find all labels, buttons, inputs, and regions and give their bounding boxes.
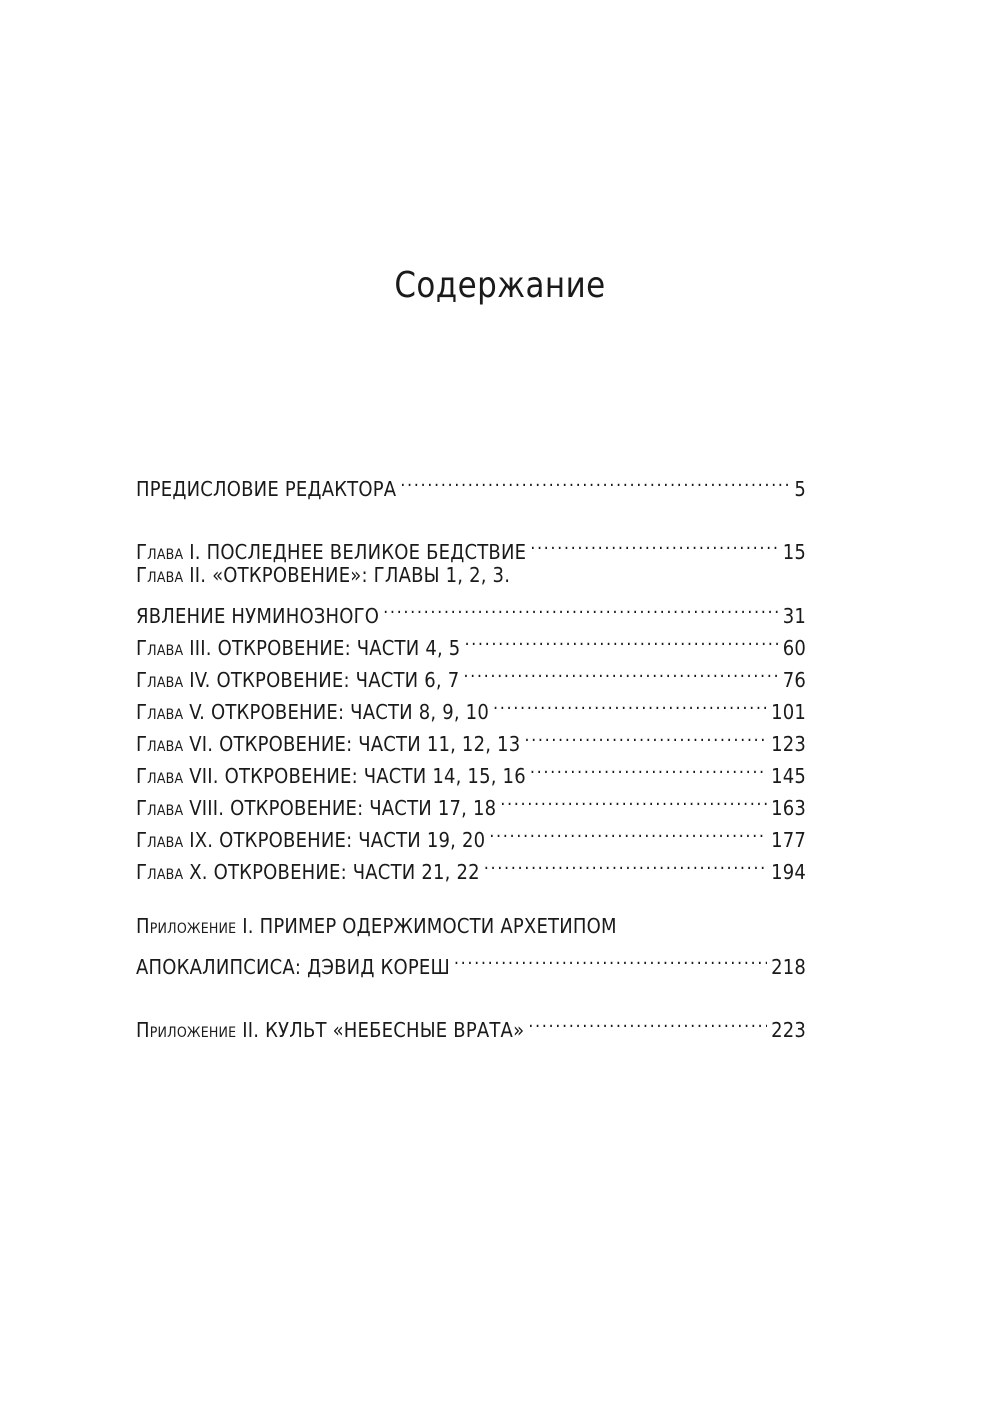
- toc-page-number: 194: [771, 860, 806, 884]
- dot-leader: [489, 815, 767, 847]
- toc-page-number: 223: [771, 1018, 806, 1042]
- page-title: Содержание: [394, 265, 606, 306]
- toc-entry-chapter-2-line-2[interactable]: [136, 591, 806, 628]
- dot-leader: [464, 623, 778, 655]
- dot-leader: [524, 719, 767, 751]
- chapter-title: ОТКРОВЕНИЕ: ЧАСТИ 8, 9, 10: [211, 700, 489, 724]
- toc-page-number: 101: [771, 700, 806, 724]
- chapter-title: ОТКРОВЕНИЕ: ЧАСТИ 11, 12, 13: [219, 732, 521, 756]
- chapter-prefix: Глава VIII.: [136, 796, 225, 820]
- dot-leader: [493, 687, 767, 719]
- toc-entry-title: [136, 728, 520, 760]
- toc-entry-title: ПРЕДИСЛОВИЕ РЕДАКТОРА: [136, 477, 397, 501]
- chapter-prefix: Глава IX.: [136, 828, 214, 852]
- toc-page-number: 76: [782, 668, 806, 692]
- toc-page-number: 31: [782, 604, 806, 628]
- chapter-prefix: Глава II.: [136, 563, 207, 587]
- toc-entry-title: [136, 856, 480, 888]
- chapter-prefix: Глава V.: [136, 700, 206, 724]
- table-of-contents: [136, 464, 806, 1042]
- toc-entry-appendix-1-line-1[interactable]: [136, 910, 806, 942]
- dot-leader: [463, 655, 778, 687]
- chapter-prefix: Глава VI.: [136, 732, 214, 756]
- toc-page-number: 145: [771, 764, 806, 788]
- chapter-title: ОТКРОВЕНИЕ: ЧАСТИ 17, 18: [230, 796, 497, 820]
- dot-leader: [530, 751, 767, 783]
- toc-page-number: 60: [782, 636, 806, 660]
- toc-entry-appendix-2[interactable]: [136, 1005, 806, 1042]
- dot-leader: [383, 591, 779, 623]
- chapter-prefix: Глава III.: [136, 636, 212, 660]
- toc-entry-title: [136, 760, 526, 792]
- toc-entry-chapter-1[interactable]: [136, 527, 806, 564]
- toc-entry-chapter-2-line-1[interactable]: [136, 559, 806, 591]
- chapter-title: ОТКРОВЕНИЕ: ЧАСТИ 14, 15, 16: [224, 764, 526, 788]
- chapter-prefix: Глава I.: [136, 540, 201, 564]
- toc-entry-title: [136, 696, 489, 728]
- chapter-title-continuation: ЯВЛЕНИЕ НУМИНОЗНОГО: [136, 604, 380, 628]
- chapter-title: ОТКРОВЕНИЕ: ЧАСТИ 6, 7: [216, 668, 460, 692]
- chapter-title: ОТКРОВЕНИЕ: ЧАСТИ 19, 20: [219, 828, 486, 852]
- toc-page-number: 15: [782, 540, 806, 564]
- chapter-title: ПОСЛЕДНЕЕ ВЕЛИКОЕ БЕДСТВИЕ: [206, 540, 527, 564]
- toc-entry-preface[interactable]: [136, 464, 806, 501]
- dot-leader: [400, 464, 790, 496]
- toc-entry-title: [136, 1014, 524, 1046]
- dot-leader: [500, 783, 767, 815]
- toc-entry-title: [136, 824, 485, 856]
- toc-page-number: 5: [794, 477, 806, 501]
- toc-page-number: 218: [771, 955, 806, 979]
- chapter-title: «ОТКРОВЕНИЕ»: ГЛАВЫ 1, 2, 3.: [212, 563, 511, 587]
- chapter-prefix: Глава IV.: [136, 668, 211, 692]
- toc-page-number: 177: [771, 828, 806, 852]
- chapter-title: ОТКРОВЕНИЕ: ЧАСТИ 21, 22: [213, 860, 480, 884]
- dot-leader: [454, 942, 767, 974]
- appendix-title-continuation: АПОКАЛИПСИСА: ДЭВИД КОРЕШ: [136, 955, 450, 979]
- chapter-prefix: Глава X.: [136, 860, 208, 884]
- chapter-prefix: Глава VII.: [136, 764, 219, 788]
- appendix-prefix: Приложение I.: [136, 914, 254, 938]
- toc-entry-title: [136, 632, 460, 664]
- toc-entry-title: [136, 664, 459, 696]
- toc-page-number: 123: [771, 732, 806, 756]
- appendix-title: КУЛЬТ «НЕБЕСНЫЕ ВРАТА»: [265, 1018, 525, 1042]
- dot-leader: [530, 527, 779, 559]
- dot-leader: [484, 847, 767, 879]
- toc-entry-title: [136, 792, 496, 824]
- appendix-prefix: Приложение II.: [136, 1018, 260, 1042]
- dot-leader: [528, 1005, 767, 1037]
- toc-entry-appendix-1-line-2[interactable]: [136, 942, 806, 979]
- toc-page-number: 163: [771, 796, 806, 820]
- chapter-title: ОТКРОВЕНИЕ: ЧАСТИ 4, 5: [217, 636, 461, 660]
- appendix-title: ПРИМЕР ОДЕРЖИМОСТИ АРХЕТИПОМ: [259, 914, 617, 938]
